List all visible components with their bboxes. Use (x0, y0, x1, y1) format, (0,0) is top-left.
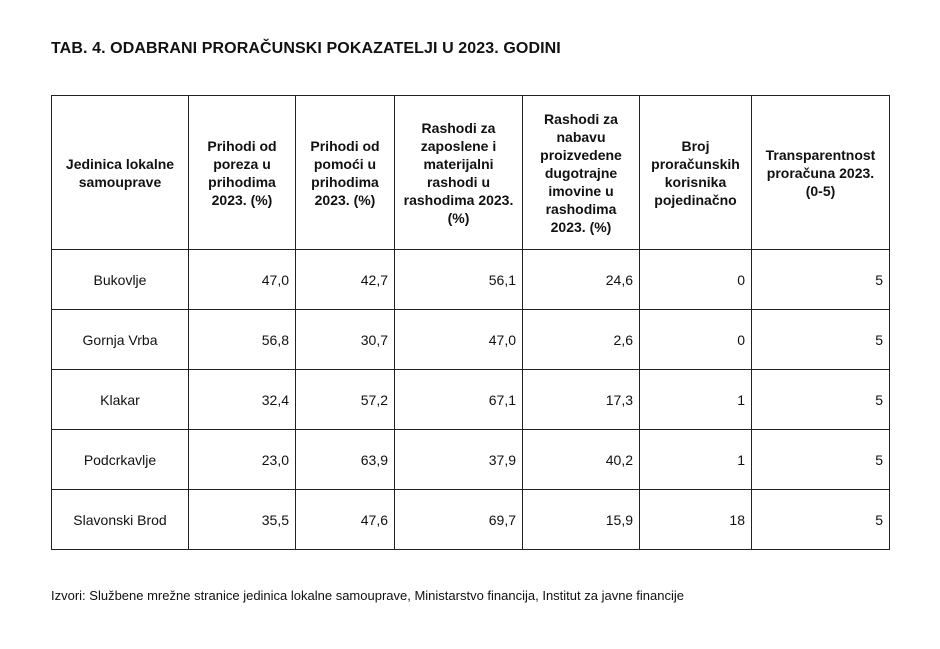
budget-indicators-table (51, 95, 890, 550)
cell-transparency: 5 (752, 250, 890, 310)
cell-aid-revenue: 30,7 (296, 310, 395, 370)
cell-budget-users: 0 (640, 250, 752, 310)
cell-unit: Gornja Vrba (52, 310, 189, 370)
cell-transparency: 5 (752, 490, 890, 550)
cell-transparency: 5 (752, 370, 890, 430)
cell-tax-revenue: 23,0 (189, 430, 296, 490)
table-row (52, 370, 890, 430)
header-tax-revenue: Prihodi od poreza u prihodima 2023. (%) (189, 96, 296, 250)
header-row (52, 96, 890, 250)
cell-asset-expenses: 17,3 (523, 370, 640, 430)
table-row (52, 430, 890, 490)
header-transparency: Transparentnost proračuna 2023. (0-5) (752, 96, 890, 250)
cell-employee-material-expenses: 67,1 (395, 370, 523, 430)
header-aid-revenue: Prihodi od pomoći u prihodima 2023. (%) (296, 96, 395, 250)
cell-unit: Slavonski Brod (52, 490, 189, 550)
header-asset-expenses: Rashodi za nabavu proizvedene dugotrajne imovine u rashodima 2023. (%) (523, 96, 640, 250)
cell-asset-expenses: 24,6 (523, 250, 640, 310)
cell-unit: Podcrkavlje (52, 430, 189, 490)
cell-employee-material-expenses: 37,9 (395, 430, 523, 490)
cell-aid-revenue: 57,2 (296, 370, 395, 430)
source-note: Izvori: Službene mrežne stranice jedinica lokalne samouprave, Ministarstvo financija, Institut za javne financije (51, 588, 684, 603)
header-employee-material-expenses: Rashodi za zaposlene i materijalni rashodi u rashodima 2023. (%) (395, 96, 523, 250)
cell-unit: Klakar (52, 370, 189, 430)
cell-tax-revenue: 35,5 (189, 490, 296, 550)
cell-unit: Bukovlje (52, 250, 189, 310)
cell-asset-expenses: 15,9 (523, 490, 640, 550)
table-title: TAB. 4. ODABRANI PRORAČUNSKI POKAZATELJI U 2023. GODINI (51, 40, 561, 57)
cell-employee-material-expenses: 69,7 (395, 490, 523, 550)
cell-budget-users: 0 (640, 310, 752, 370)
cell-aid-revenue: 42,7 (296, 250, 395, 310)
cell-aid-revenue: 47,6 (296, 490, 395, 550)
cell-tax-revenue: 32,4 (189, 370, 296, 430)
cell-transparency: 5 (752, 310, 890, 370)
cell-asset-expenses: 40,2 (523, 430, 640, 490)
table-row (52, 250, 890, 310)
table-row (52, 310, 890, 370)
cell-aid-revenue: 63,9 (296, 430, 395, 490)
cell-employee-material-expenses: 56,1 (395, 250, 523, 310)
header-budget-users: Broj proračunskih korisnika pojedinačno (640, 96, 752, 250)
cell-tax-revenue: 47,0 (189, 250, 296, 310)
cell-budget-users: 1 (640, 370, 752, 430)
cell-transparency: 5 (752, 430, 890, 490)
cell-employee-material-expenses: 47,0 (395, 310, 523, 370)
cell-budget-users: 18 (640, 490, 752, 550)
header-unit: Jedinica lokalne samouprave (52, 96, 189, 250)
cell-tax-revenue: 56,8 (189, 310, 296, 370)
table-row (52, 490, 890, 550)
cell-budget-users: 1 (640, 430, 752, 490)
cell-asset-expenses: 2,6 (523, 310, 640, 370)
